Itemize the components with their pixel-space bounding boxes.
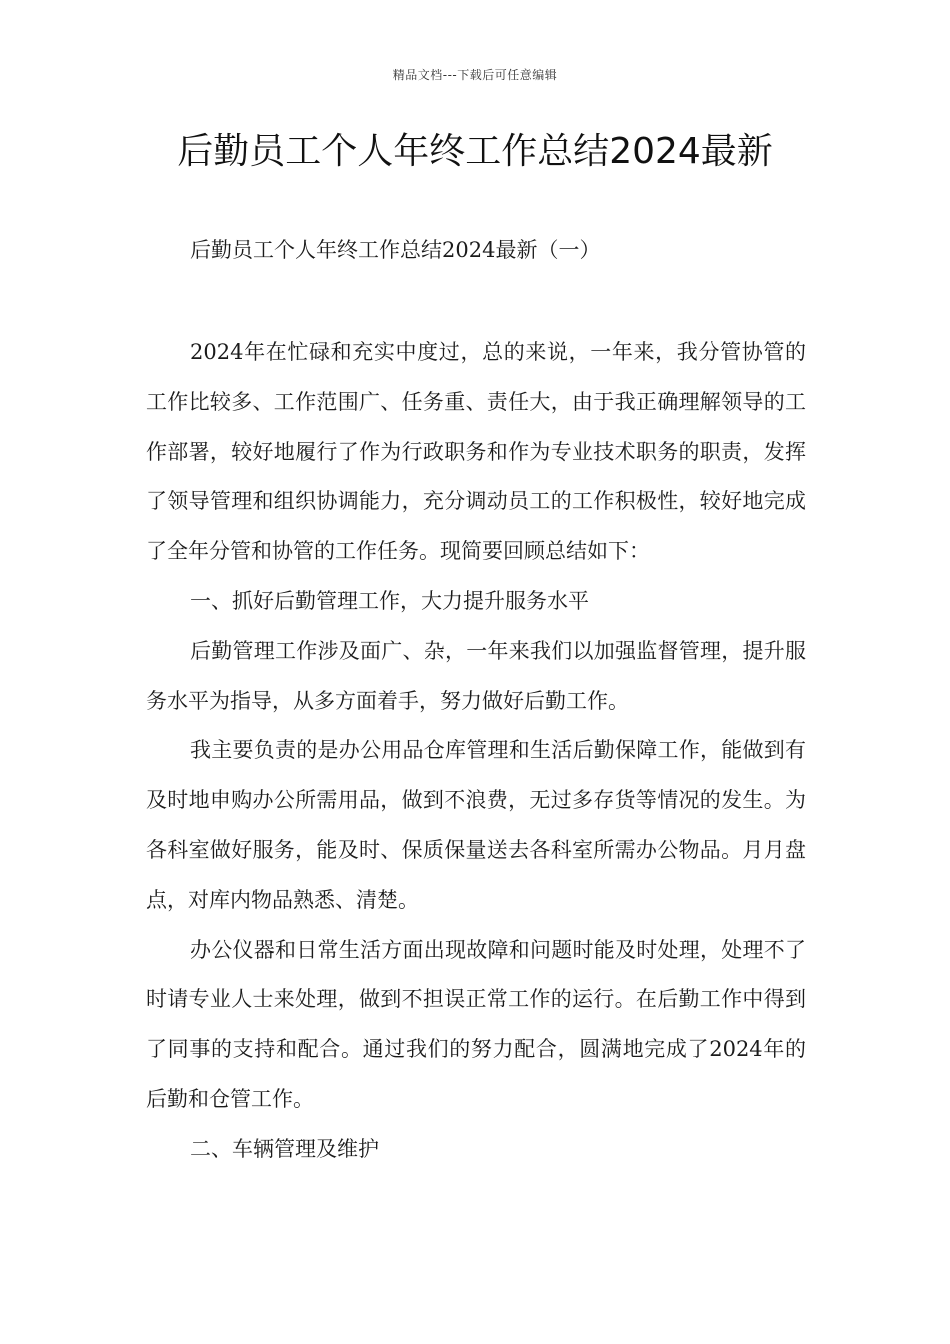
section-heading-vehicles: 二、车辆管理及维护 (190, 1136, 379, 1161)
document-body (146, 328, 806, 1175)
paragraph-warehouse: 我主要负责的是办公用品仓库管理和生活后勤保障工作，能做到有及时地申购办公所需用品，做到不浪费，无过多存货等情况的发生。为各科室做好服务，能及时、保质保量送去各科室所需办公物品。月月盘点，对库内物品熟悉、清楚。 (146, 738, 806, 912)
paragraph-logistics-overview: 后勤管理工作涉及面广、杂，一年来我们以加强监督管理，提升服务水平为指导，从多方面着手，努力做好后勤工作。 (146, 638, 806, 713)
document-title: 后勤员工个人年终工作总结2024最新 (177, 131, 773, 172)
section-heading-logistics: 一、抓好后勤管理工作，大力提升服务水平 (190, 588, 589, 613)
paragraph-intro: 2024年在忙碌和充实中度过，总的来说，一年来，我分管协管的工作比较多、工作范围广、任务重、责任大，由于我正确理解领导的工作部署，较好地履行了作为行政职务和作为专业技术职务的职责，发挥了领导管理和组织协调能力，充分调动员工的工作积极性，较好地完成了全年分管和协管的工作任务。现简要回顾总结如下： (146, 340, 806, 564)
page-header-note: 精品文档---下载后可任意编辑 (392, 68, 558, 82)
document-subtitle: 后勤员工个人年终工作总结2024最新（一） (190, 238, 601, 262)
paragraph-equipment: 办公仪器和日常生活方面出现故障和问题时能及时处理，处理不了时请专业人士来处理，做到不担误正常工作的运行。在后勤工作中得到了同事的支持和配合。通过我们的努力配合，圆满地完成了2024年的后勤和仓管工作。 (146, 937, 806, 1111)
